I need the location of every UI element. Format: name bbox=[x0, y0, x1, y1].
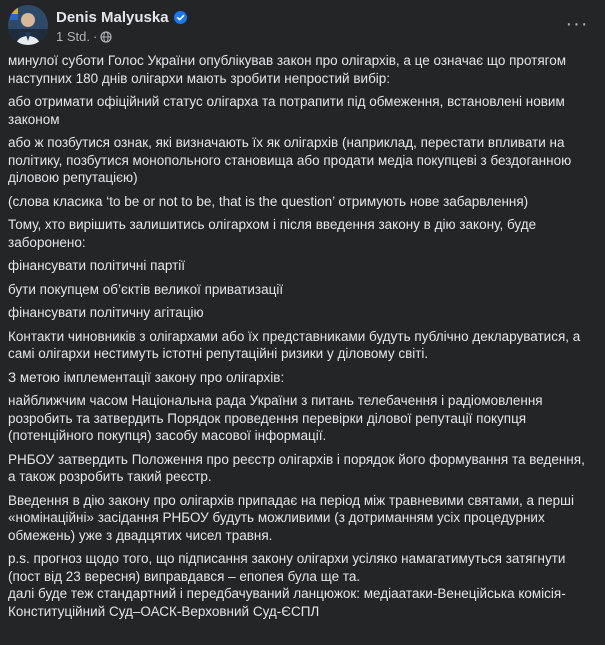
post-meta bbox=[56, 29, 112, 44]
verified-badge-icon bbox=[174, 11, 187, 24]
post-paragraph: Тому, хто вирішить залишитись олігархом і після введення закону в дію закону, буде заборонено: bbox=[8, 217, 537, 250]
post-paragraph: Контакти чиновників з олігархами або їх представниками будуть публічно декларуватися, а самі олігархи нестимуть істотні репутаційні ризики у діловому світі. bbox=[8, 328, 581, 361]
more-options-button[interactable] bbox=[563, 10, 591, 38]
meta-separator: · bbox=[92, 29, 98, 44]
post-paragraph: фінансувати політичні партії bbox=[8, 258, 186, 273]
post-body bbox=[8, 52, 594, 620]
avatar-image bbox=[8, 5, 48, 45]
more-icon: ··· bbox=[565, 13, 589, 35]
post-paragraph: бути покупцем об’єктів великої приватизації bbox=[8, 281, 284, 297]
author-name-row bbox=[56, 9, 187, 26]
post-paragraph: найближчим часом Національна рада України з питань телебачення і радіомовлення розробить та затвердить Порядок проведення перевірки ділової репутації покупця (потенційного покупця) засобу масової інформації. bbox=[8, 393, 543, 443]
author-name[interactable]: Denis Malyuska bbox=[56, 9, 169, 26]
post-paragraph: або отримати офіційний статус олігарха та потрапити під обмеження, встановлені новим законом bbox=[8, 94, 565, 127]
post-paragraph: далі буде теж стандартний і передбачуваний ланцюжок: медіаатаки-Венеційська комісія-Конституційний Суд–ОАСК-Верховний Суд-ЄСПЛ bbox=[8, 586, 566, 619]
post-paragraph: або ж позбутися ознак, які визначають їх як олігархів (наприклад, перестати впливати на політику, позбутися монопольного становища або продати медіа покупцеві з бездоганною діловою репутацією) bbox=[8, 135, 572, 185]
post-paragraph: минулої суботи Голос України опублікував закон про олігархів, а це означає що протягом наступних 180 днів олігархи мають зробити непростий вибір: bbox=[8, 53, 567, 86]
post-paragraph: (слова класика ‘to be or not to be, that is the question’ отримують нове забарвлення) bbox=[8, 193, 529, 209]
post-paragraph: p.s. прогноз щодо того, що підписання закону олігархи усіляко намагатимуться затягнути (пост від 23 вересня) виправдався – епопея була ще та. bbox=[8, 551, 566, 584]
post-timestamp[interactable]: 1 Std. bbox=[56, 29, 90, 44]
globe-icon[interactable] bbox=[100, 31, 112, 43]
post-paragraph: Введення в дію закону про олігархів припадає на період між травневими святами, а перші «номінаційні» засідання РНБОУ будуть можливими (з дотриманням усіх процедурних обмежень) уже з двадцятих чисел травня. bbox=[8, 492, 574, 543]
post-paragraph: фінансувати політичну агітацію bbox=[8, 305, 204, 320]
post-header bbox=[0, 0, 605, 50]
author-avatar[interactable] bbox=[8, 5, 48, 45]
post-paragraph: РНБОУ затвердить Положення про реєстр олігархів і порядок його формування та ведення, а також розробить такий реєстр. bbox=[8, 451, 585, 484]
post-paragraph: З метою імплементації закону про олігархів: bbox=[8, 369, 285, 385]
